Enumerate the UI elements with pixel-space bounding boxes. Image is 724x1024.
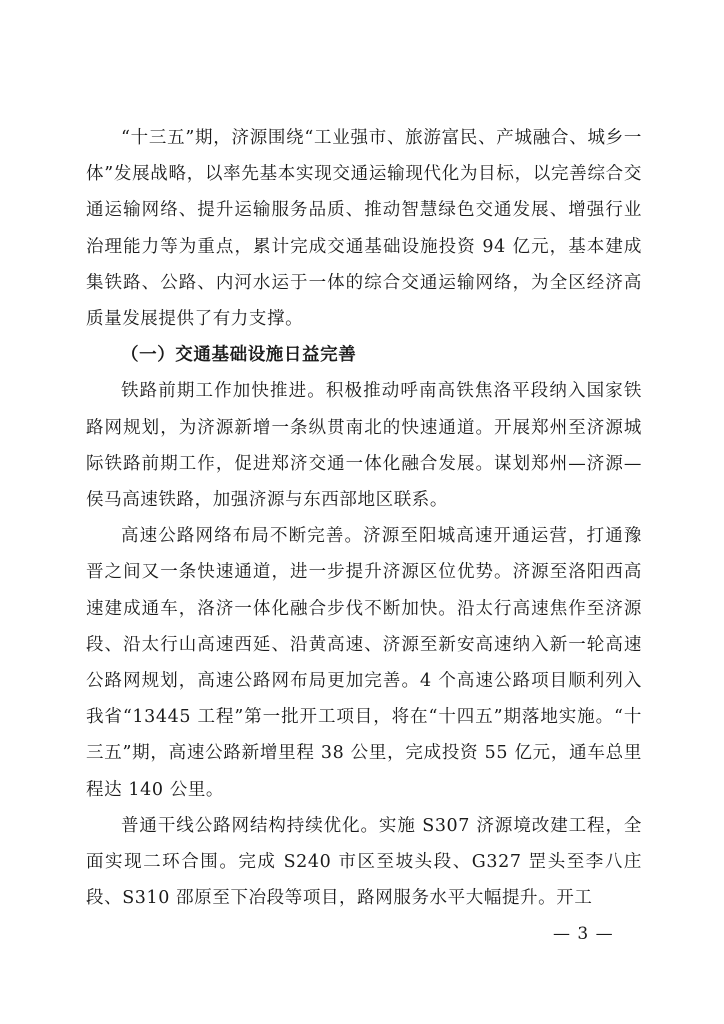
- railway-paragraph: 铁路前期工作加快推进。积极推动呼南高铁焦洛平段纳入国家铁路网规划，为济源新增一条纵贯南北的快速通道。开展郑州至济源城际铁路前期工作，促进郑济交通一体化融合发展。谋划郑州—济源—侯马高速铁路，加强济源与东西部地区联系。: [86, 381, 642, 511]
- expressway-paragraph: 高速公路网络布局不断完善。济源至阳城高速开通运营，打通豫晋之间又一条快速通道，进一步提升济源区位优势。济源至洛阳西高速建成通车，洛济一体化融合步伐不断加快。沿太行高速焦作至济源段、沿太行山高速西延、沿黄高速、济源至新安高速纳入新一轮高速公路网规划，高速公路网布局更加完善。4 个高速公路项目顺利列入我省“13445 工程”第一批开工项目，将在“十四五”期落地实施。“十三五”期，高速公路新增里程 38 公里，完成投资 55 亿元，通车总里程达 140 公里。: [86, 526, 642, 800]
- intro-paragraph: “十三五”期，济源围绕“工业强市、旅游富民、产城融合、城乡一体”发展战略，以率先基本实现交通运输现代化为目标，以完善综合交通运输网络、提升运输服务品质、推动智慧绿色交通发展、增强行业治理能力等为重点，累计完成交通基础设施投资 94 亿元，基本建成集铁路、公路、内河水运于一体的综合交通运输网络，为全区经济高质量发展提供了有力支撑。: [86, 128, 642, 330]
- trunk-road-paragraph: 普通干线公路网结构持续优化。实施 S307 济源境改建工程，全面实现二环合围。完成 S240 市区至坡头段、G327 罡头至李八庄段、S310 邵原至下冶段等项目，路网服务水平大幅提升。开工: [86, 815, 642, 909]
- section-heading: （一）交通基础设施日益完善: [121, 345, 357, 366]
- document-body: [86, 120, 642, 916]
- page-number: — 3 —: [553, 924, 614, 944]
